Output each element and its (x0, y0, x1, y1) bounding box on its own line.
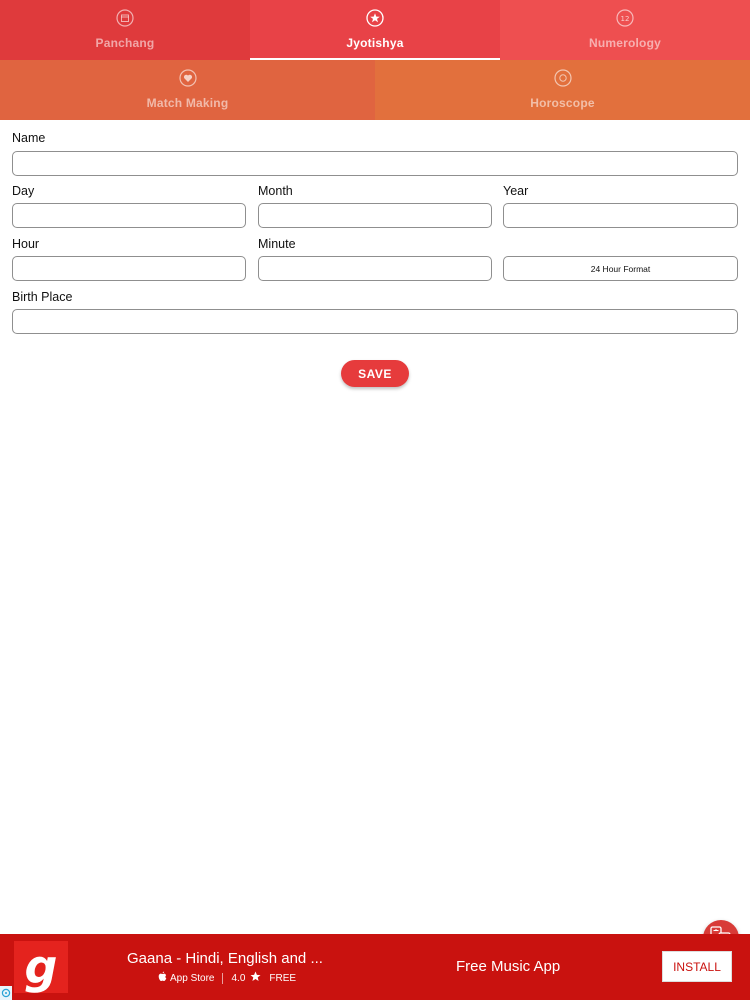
save-button[interactable]: SAVE (341, 360, 409, 387)
rating-star-icon (250, 971, 261, 985)
hour-input[interactable] (13, 257, 245, 280)
birth-place-label: Birth Place (12, 290, 73, 304)
birth-place-field-box (12, 309, 738, 334)
star-icon (366, 9, 384, 27)
day-input[interactable] (13, 204, 245, 227)
calendar-icon (116, 9, 134, 27)
tab-jyotishya-label: Jyotishya (346, 36, 404, 50)
tab-panchang-label: Panchang (95, 36, 155, 50)
tab-horoscope-label: Horoscope (530, 96, 595, 110)
year-label: Year (503, 184, 529, 198)
apple-icon (158, 971, 167, 985)
month-field-box (258, 203, 492, 228)
name-field-box (12, 151, 738, 176)
ad-banner[interactable] (0, 934, 750, 1000)
tab-jyotishya[interactable] (250, 0, 500, 60)
tab-numerology[interactable] (500, 0, 750, 60)
adchoices-icon[interactable] (0, 986, 12, 1000)
ad-store-label: App Store (170, 972, 215, 984)
tab-numerology-label: Numerology (588, 36, 661, 50)
install-button[interactable]: INSTALL (662, 951, 732, 982)
month-label: Month (258, 184, 293, 198)
minute-label: Minute (258, 237, 296, 251)
day-label: Day (12, 184, 35, 198)
tab-panchang[interactable] (0, 0, 250, 60)
zodiac-icon (554, 69, 572, 87)
hour-label: Hour (12, 237, 40, 251)
gaana-logo: g (14, 941, 68, 993)
minute-field-box (258, 256, 492, 281)
numbers-icon (616, 9, 634, 27)
day-field-box (12, 203, 246, 228)
year-field-box (503, 203, 738, 228)
tab-horoscope[interactable] (375, 60, 750, 120)
ad-app-title: Gaana - Hindi, English and ... (127, 950, 323, 967)
ad-rating: 4.0 (231, 972, 246, 984)
name-input[interactable] (13, 152, 737, 175)
tab-bar-bottom (0, 60, 750, 120)
year-input[interactable] (504, 204, 737, 227)
name-label: Name (12, 131, 46, 145)
hour-field-box (12, 256, 246, 281)
tab-match-making[interactable] (0, 60, 375, 120)
ad-price: FREE (269, 972, 297, 984)
month-input[interactable] (259, 204, 491, 227)
svg-text:12: 12 (620, 15, 630, 23)
tab-match-making-label: Match Making (146, 96, 229, 110)
birth-place-input[interactable] (13, 310, 737, 333)
minute-input[interactable] (259, 257, 491, 280)
ad-tagline: Free Music App (456, 958, 561, 975)
hour-format-toggle[interactable]: 24 Hour Format (503, 256, 738, 281)
heart-icon (179, 69, 197, 87)
ad-app-meta (158, 971, 296, 985)
tab-bar-top (0, 0, 750, 60)
